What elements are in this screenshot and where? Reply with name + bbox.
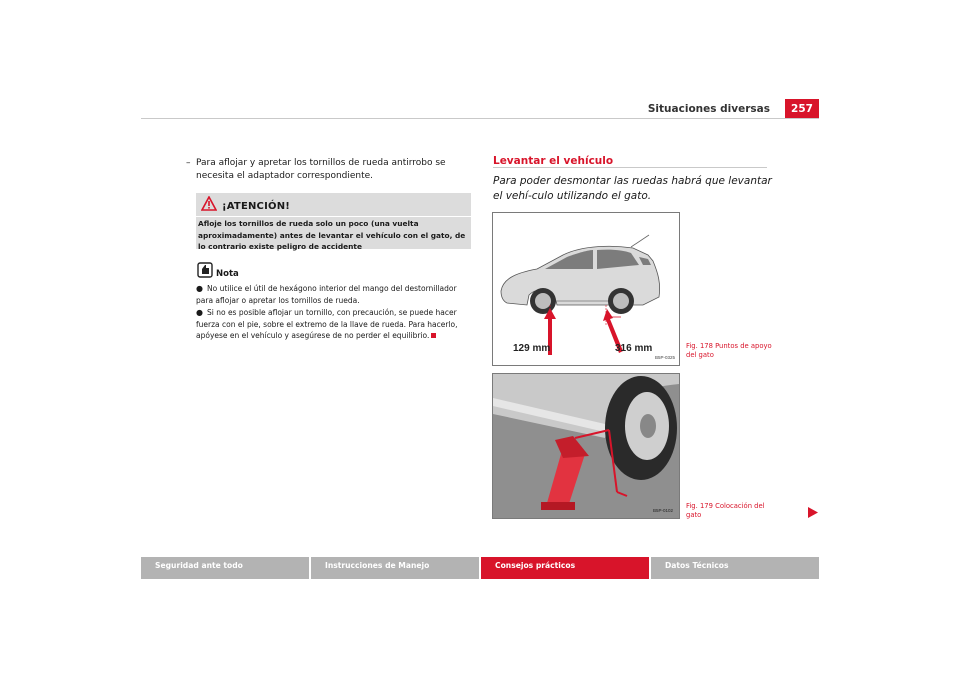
figure-code: B5P-0102 (653, 508, 674, 513)
figure-caption: Fig. 179 Colocación del gato (686, 502, 765, 519)
footer-tab-seguridad[interactable]: Seguridad ante todo (141, 557, 309, 579)
note-item: ● Si no es posible aflojar un tornillo, con precaución, se puede hacer fuerza con el pie, sobre el extremo de la llave de rueda. Para hacerlo, apóyese en el vehículo y asegúrese de no perder el equilibrio. (196, 308, 458, 340)
warning-title: ¡ATENCIÓN! (222, 201, 291, 212)
header-divider (141, 118, 819, 119)
end-marker-icon (431, 333, 436, 338)
warning-divider (196, 216, 471, 217)
intro-step (186, 157, 471, 183)
page-header-title: Situaciones diversas (647, 103, 770, 115)
footer-nav (141, 557, 819, 579)
note-list (196, 283, 472, 343)
footer-tab-consejos[interactable]: Consejos prácticos (481, 557, 649, 579)
figure-caption: Fig. 178 Puntos de apoyo del gato (686, 342, 772, 359)
rear-distance-label: 316 mm (615, 343, 653, 354)
section-title: Levantar el vehículo (493, 155, 614, 167)
note-icon (197, 262, 213, 278)
next-page-arrow-icon[interactable] (808, 507, 818, 518)
footer-tab-instrucciones[interactable]: Instrucciones de Manejo (311, 557, 479, 579)
figure-code: B5P-0325 (655, 355, 676, 360)
footer-tab-datos[interactable]: Datos Técnicos (651, 557, 819, 579)
intro-dash: – (186, 158, 191, 168)
front-distance-label: 129 mm (513, 343, 551, 354)
warning-triangle-icon (201, 196, 217, 211)
note-label: Nota (216, 269, 239, 279)
figure-jack-placement (492, 373, 680, 519)
section-intro: Para poder desmontar las ruedas habrá que levantar el vehí-culo utilizando el gato. (493, 175, 772, 202)
jack-illustration (493, 374, 679, 518)
note-item: ● No utilice el útil de hexágono interior del mango del destornillador para aflojar o apretar los tornillos de rueda. (196, 284, 457, 305)
figure-jack-points (492, 212, 680, 366)
section-divider (493, 167, 767, 168)
intro-text: Para aflojar y apretar los tornillos de rueda antirrobo se necesita el adaptador correspondiente. (196, 158, 446, 181)
car-side-illustration (493, 213, 679, 365)
warning-text: Afloje los tornillos de rueda solo un poco (una vuelta aproximadamente) antes de levantar el vehículo con el gato, de lo contrario existe peligro de accidente (198, 219, 466, 251)
page-number: 257 (785, 99, 819, 118)
